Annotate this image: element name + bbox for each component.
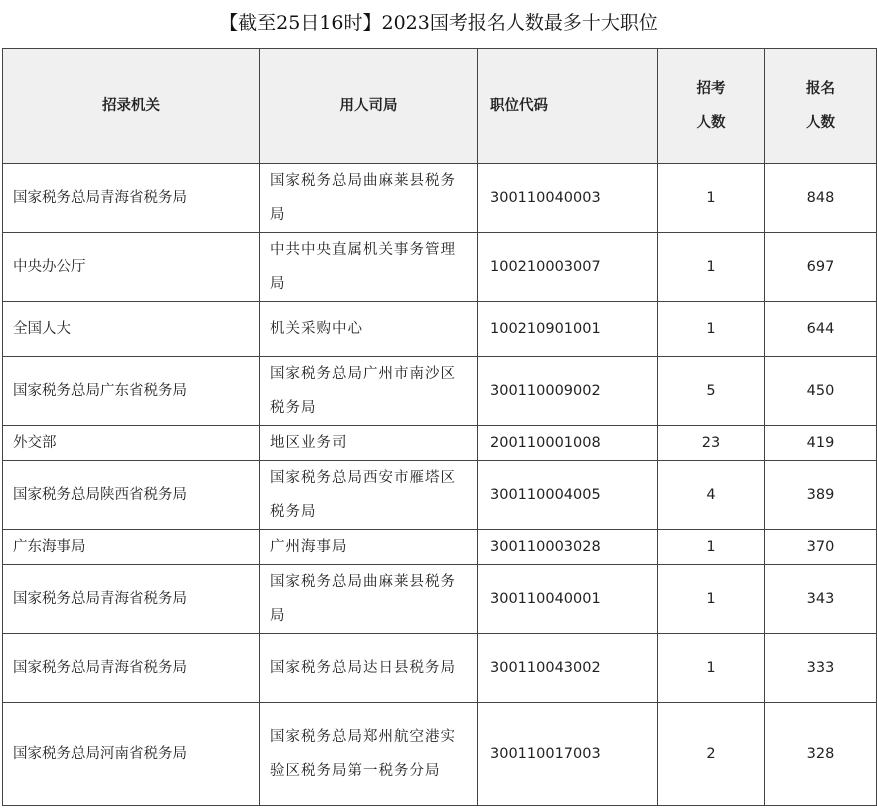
ranking-table-container [2,48,877,806]
cell-code: 300110040001 [478,565,658,634]
cell-applicants: 333 [765,634,877,703]
header-applicants-line2: 人数 [806,115,835,131]
cell-quota: 1 [658,530,765,565]
cell-bureau: 广州海事局 [260,530,478,565]
cell-org: 中央办公厅 [3,233,260,302]
cell-bureau: 国家税务总局西安市雁塔区税务局 [260,461,478,530]
table-row [3,530,877,565]
cell-applicants: 644 [765,302,877,357]
table-row [3,233,877,302]
header-quota-line1: 招考 [696,81,726,97]
cell-code: 300110043002 [478,634,658,703]
cell-org: 国家税务总局青海省税务局 [3,164,260,233]
cell-org: 国家税务总局陕西省税务局 [3,461,260,530]
cell-code: 300110040003 [478,164,658,233]
cell-applicants: 419 [765,426,877,461]
cell-quota: 4 [658,461,765,530]
ranking-table [2,48,877,806]
cell-bureau: 国家税务总局曲麻莱县税务局 [260,565,478,634]
table-row [3,461,877,530]
cell-bureau: 国家税务总局达日县税务局 [260,634,478,703]
cell-applicants: 370 [765,530,877,565]
table-row [3,426,877,461]
cell-code: 300110017003 [478,703,658,806]
cell-applicants: 697 [765,233,877,302]
cell-quota: 5 [658,357,765,426]
cell-quota: 1 [658,634,765,703]
cell-code: 300110004005 [478,461,658,530]
cell-bureau: 中共中央直属机关事务管理局 [260,233,478,302]
cell-org: 国家税务总局河南省税务局 [3,703,260,806]
table-row [3,565,877,634]
cell-quota: 1 [658,565,765,634]
header-bureau: 用人司局 [260,49,478,164]
cell-bureau: 国家税务总局广州市南沙区税务局 [260,357,478,426]
table-row [3,703,877,806]
cell-org: 广东海事局 [3,530,260,565]
cell-code: 300110009002 [478,357,658,426]
page-title: 【截至25日16时】2023国考报名人数最多十大职位 [219,12,658,34]
cell-bureau: 地区业务司 [260,426,478,461]
table-header-row [3,49,877,164]
cell-quota: 1 [658,302,765,357]
cell-applicants: 343 [765,565,877,634]
table-row [3,634,877,703]
table-row [3,302,877,357]
cell-bureau: 国家税务总局曲麻莱县税务局 [260,164,478,233]
cell-applicants: 450 [765,357,877,426]
cell-org: 国家税务总局广东省税务局 [3,357,260,426]
cell-code: 300110003028 [478,530,658,565]
header-applicants-line1: 报名 [806,81,835,97]
cell-code: 100210003007 [478,233,658,302]
header-quota [658,49,765,164]
cell-applicants: 389 [765,461,877,530]
cell-org: 外交部 [3,426,260,461]
cell-org: 国家税务总局青海省税务局 [3,565,260,634]
cell-applicants: 848 [765,164,877,233]
table-row [3,164,877,233]
cell-quota: 23 [658,426,765,461]
header-code: 职位代码 [478,49,658,164]
cell-org: 国家税务总局青海省税务局 [3,634,260,703]
cell-bureau: 机关采购中心 [260,302,478,357]
cell-code: 200110001008 [478,426,658,461]
cell-org: 全国人大 [3,302,260,357]
cell-quota: 2 [658,703,765,806]
cell-quota: 1 [658,233,765,302]
header-org: 招录机关 [3,49,260,164]
cell-applicants: 328 [765,703,877,806]
header-quota-line2: 人数 [696,115,726,131]
cell-quota: 1 [658,164,765,233]
table-row [3,357,877,426]
header-applicants [765,49,877,164]
cell-bureau: 国家税务总局郑州航空港实验区税务局第一税务分局 [260,703,478,806]
cell-code: 100210901001 [478,302,658,357]
